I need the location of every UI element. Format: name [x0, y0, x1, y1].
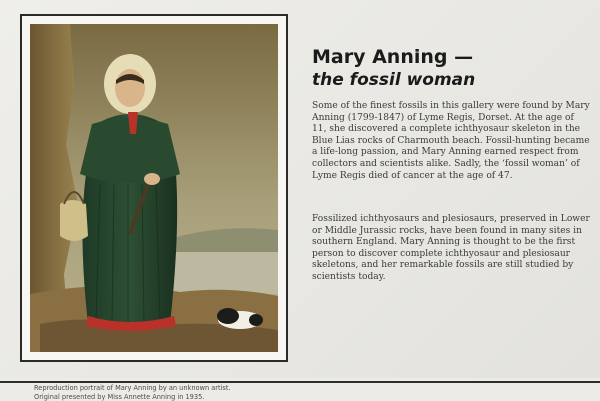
portrait-frame [20, 14, 288, 362]
portrait-caption [34, 384, 454, 401]
body-paragraph-1: Some of the finest fossils in this gallery were found by Mary Anning (1799-1847) of Lyme Regis, Dorset. At the age of 11, she discovered a complete ichthyosaur skeleton in the Blue Lias rocks of Charmouth beach. Fossil-hunting became a life-long passion, and Mary Anning earned respect from collectors and scientists alike. Sadly, the ‘fossil woman’ of Lyme Regis died of cancer at the age of 47. [312, 101, 590, 181]
page-title: Mary Anning — [312, 46, 474, 68]
portrait-painting [30, 24, 278, 352]
title-block [312, 46, 592, 91]
caption-line-2: Original presented by Miss Annette Anning in 1935. [34, 392, 205, 401]
page-subtitle: the fossil woman [312, 70, 476, 90]
caption-line-1: Reproduction portrait of Mary Anning by an unknown artist. [34, 384, 231, 392]
body-paragraph-2: Fossilized ichthyosaurs and plesiosaurs, preserved in Lower or Middle Jurassic rocks, have been found in many sites in southern England. Mary Anning is thought to be the first person to discover complete ichthyosaur and plesiosaur skeletons, and her remarkable fossils are still studied by scientists today. [312, 214, 590, 282]
caption-divider [0, 381, 600, 383]
